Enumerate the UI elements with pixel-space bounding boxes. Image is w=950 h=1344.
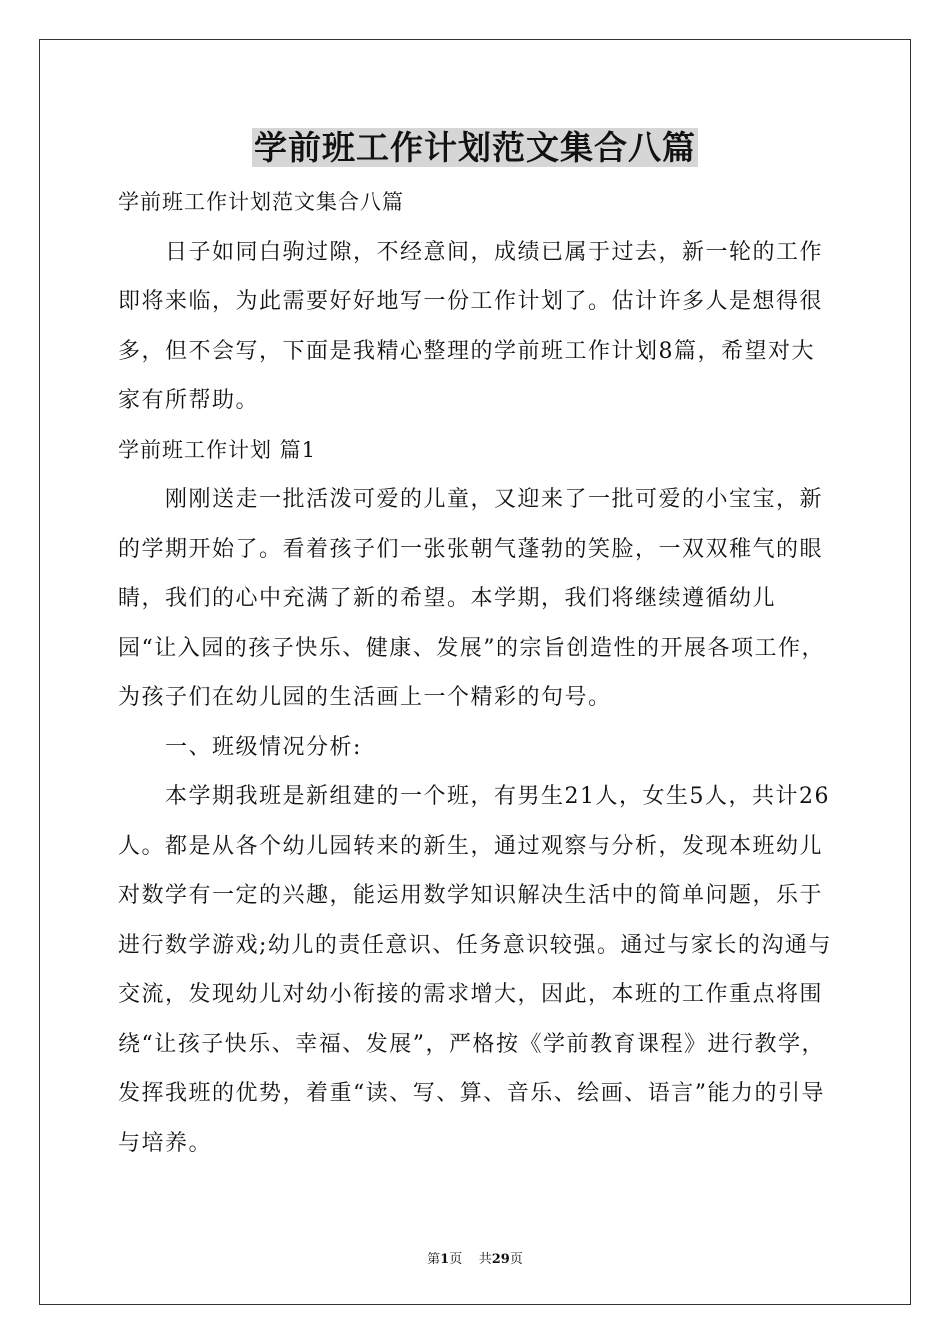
section-heading-1: 学前班工作计划 篇1	[118, 437, 317, 462]
class-analysis-heading: 一、班级情况分析:	[165, 734, 362, 760]
document-body	[118, 178, 834, 1168]
document-subtitle: 学前班工作计划范文集合八篇	[118, 190, 404, 214]
footer-total-pages: 29	[491, 1252, 510, 1267]
document-title-text: 学前班工作计划范文集合八篇	[254, 128, 696, 167]
body-paragraph-2: 本学期我班是新组建的一个班，有男生21人，女生5人，共计26人。都是从各个幼儿园转来的新生，通过观察与分析，发现本班幼儿对数学有一定的兴趣，能运用数学知识解决生活中的简单问题，乐于进行数学游戏;幼儿的责任意识、任务意识较强。通过与家长的沟通与交流，发现幼儿对幼小衔接的需求增大，因此，本班的工作重点将围绕“让孩子快乐、幸福、发展”，严格按《学前教育课程》进行教学，发挥我班的优势，着重“读、写、算、音乐、绘画、语言”能力的引导与培养。	[118, 784, 832, 1156]
page-footer	[0, 1248, 950, 1267]
footer-page-suffix: 页	[449, 1252, 463, 1267]
document-title	[0, 126, 950, 170]
body-paragraph-1: 刚刚送走一批活泼可爱的儿童，又迎来了一批可爱的小宝宝，新的学期开始了。看着孩子们一张张朝气蓬勃的笑脸，一双双稚气的眼睛，我们的心中充满了新的希望。本学期，我们将继续遵循幼儿园“让入园的孩子快乐、健康、发展”的宗旨创造性的开展各项工作，为孩子们在幼儿园的生活画上一个精彩的句号。	[118, 487, 825, 710]
footer-page-number: 1	[440, 1252, 450, 1267]
intro-paragraph: 日子如同白驹过隙，不经意间，成绩已属于过去，新一轮的工作即将来临，为此需要好好地写一份工作计划了。估计许多人是想得很多，但不会写，下面是我精心整理的学前班工作计划8篇，希望对大家有所帮助。	[118, 239, 824, 413]
footer-prefix: 第	[427, 1252, 441, 1267]
footer-total-suffix: 页	[509, 1252, 523, 1267]
footer-total-prefix: 共	[478, 1252, 492, 1267]
